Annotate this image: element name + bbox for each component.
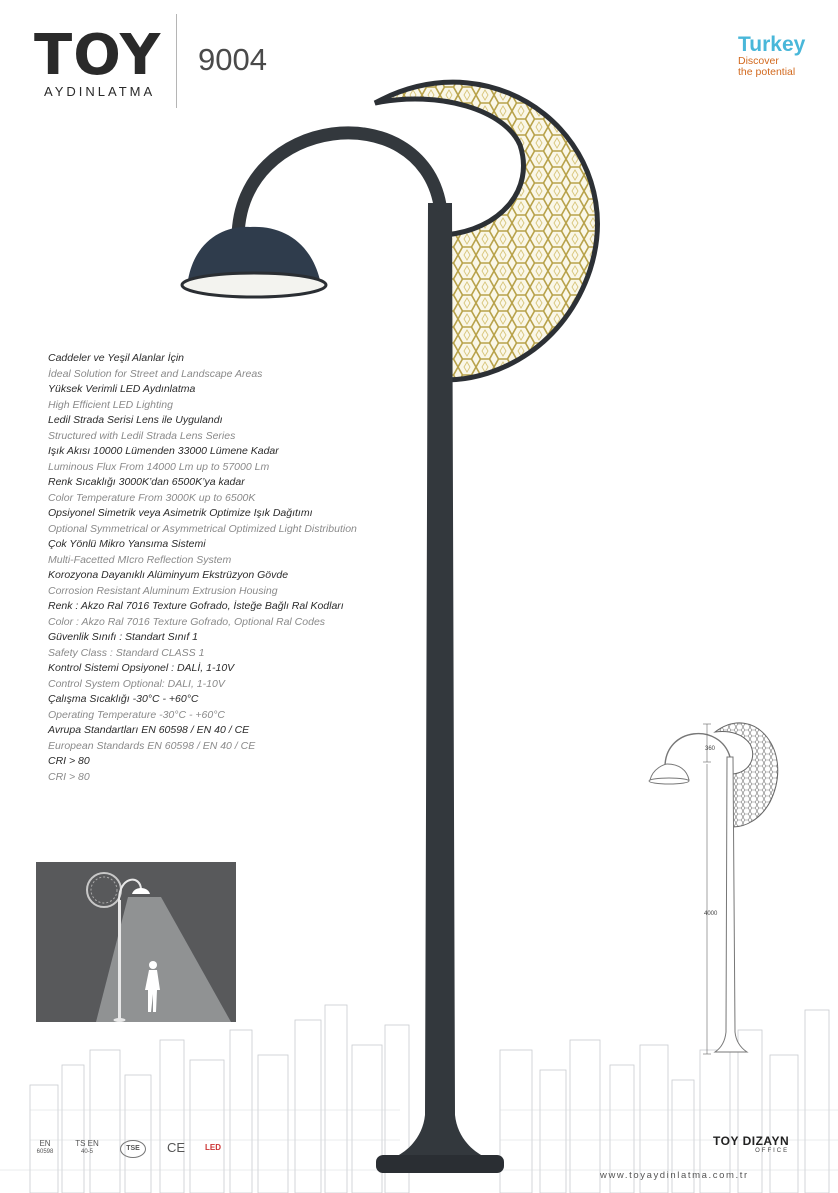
spec-item-tr: Çalışma Sıcaklığı -30°C - +60°C (48, 693, 199, 705)
spec-item-tr: Renk : Akzo Ral 7016 Texture Gofrado, İsteğe Bağlı Ral Kodları (48, 600, 344, 612)
spec-item-en: High Efficient LED Lighting (48, 398, 173, 411)
spec-item-en: Corrosion Resistant Aluminum Extrusion Housing (48, 584, 278, 597)
spec-item-en: Control System Optional: DALI, 1-10V (48, 677, 225, 690)
spec-item-en: Structured with Ledil Strada Lens Series (48, 429, 236, 442)
spec-item-en: CRI > 80 (48, 770, 90, 783)
spec-item-en: Multi-Facetted MIcro Reflection System (48, 553, 232, 566)
turkey-logo-line1: Discover (738, 55, 779, 67)
led-mark: LED (205, 1143, 221, 1152)
brand-subtitle: AYDINLATMA (44, 84, 156, 99)
spec-item-tr: Avrupa Standartları EN 60598 / EN 40 / CE (48, 724, 250, 736)
spec-item-tr: Kontrol Sistemi Opsiyonel : DALİ, 1-10V (48, 662, 235, 674)
ce-mark: CE (166, 1140, 186, 1155)
turkey-discover-logo (738, 34, 805, 78)
spec-item-tr: Güvenlik Sınıfı : Standart Sınıf 1 (48, 631, 198, 643)
spec-item-en: Color Temperature From 3000K up to 6500K (48, 491, 256, 504)
spec-item-tr: CRI > 80 (48, 755, 90, 767)
spec-item-en: Operating Temperature -30°C - +60°C (48, 708, 225, 721)
dimension-drawing (645, 712, 785, 1077)
spec-item-en: European Standards EN 60598 / EN 40 / CE (48, 739, 256, 752)
dimension-height: 4000 (704, 911, 718, 917)
ts-label: TS EN (75, 1139, 99, 1148)
certification-bar (34, 1138, 234, 1162)
lamp-diffuser (182, 273, 326, 297)
spec-item-tr: Yüksek Verimli LED Aydınlatma (48, 383, 196, 395)
ts-code: 40-5 (80, 1149, 93, 1155)
footer-brand-name: TOY DIZAYN (713, 1134, 790, 1148)
spec-item-tr: Ledil Strada Serisi Lens ile Uygulandı (48, 414, 223, 426)
specification-list (48, 351, 408, 785)
spec-item-en: Optional Symmetrical or Asymmetrical Optimized Light Distribution (48, 522, 357, 535)
spec-item-tr: Işık Akısı 10000 Lümenden 33000 Lümene Kadar (48, 445, 279, 457)
spec-item-tr: Caddeler ve Yeşil Alanlar İçin (48, 352, 184, 364)
spec-item-tr: Çok Yönlü Mikro Yansıma Sistemi (48, 538, 206, 550)
turkey-logo-title: Turkey (738, 33, 806, 56)
tse-mark: TSE (120, 1140, 146, 1158)
spec-item-en: Color : Akzo Ral 7016 Texture Gofrado, Optional Ral Codes (48, 615, 326, 628)
en-60598-mark (34, 1139, 56, 1157)
spec-item-tr: Opsiyonel Simetrik veya Asimetrik Optimize Işık Dağıtımı (48, 507, 313, 519)
turkey-logo-line2: the potential (738, 66, 796, 78)
night-scene-illustration (36, 862, 236, 1022)
brand-logo-text: TOY (34, 23, 162, 88)
night-usage-render (36, 862, 236, 1022)
ts-en-40-5-mark (72, 1139, 102, 1157)
footer-brand-office: OFFICE (755, 1148, 790, 1154)
spec-item-tr: Korozyona Dayanıklı Alüminyum Ekstrüzyon Gövde (48, 569, 289, 581)
spec-item-en: Safety Class : Standard CLASS 1 (48, 646, 205, 659)
toy-dizayn-logo (713, 1134, 789, 1154)
spec-item-tr: Renk Sıcaklığı 3000K’dan 6500K’ya kadar (48, 476, 245, 488)
lamp-arm (238, 133, 440, 237)
en-label: EN (39, 1139, 51, 1148)
crescent-ornament (375, 82, 597, 380)
spec-item-en: İdeal Solution for Street and Landscape Areas (48, 367, 263, 380)
spec-item-en: Luminous Flux From 14000 Lm up to 57000 Lm (48, 460, 270, 473)
brand-logo (34, 23, 162, 88)
website-link[interactable]: www.toyaydinlatma.com.tr (600, 1170, 749, 1181)
model-number: 9004 (198, 42, 267, 77)
lamp-base (376, 1155, 504, 1173)
dimension-top: 360 (705, 746, 716, 752)
en-code: 60598 (36, 1149, 54, 1155)
